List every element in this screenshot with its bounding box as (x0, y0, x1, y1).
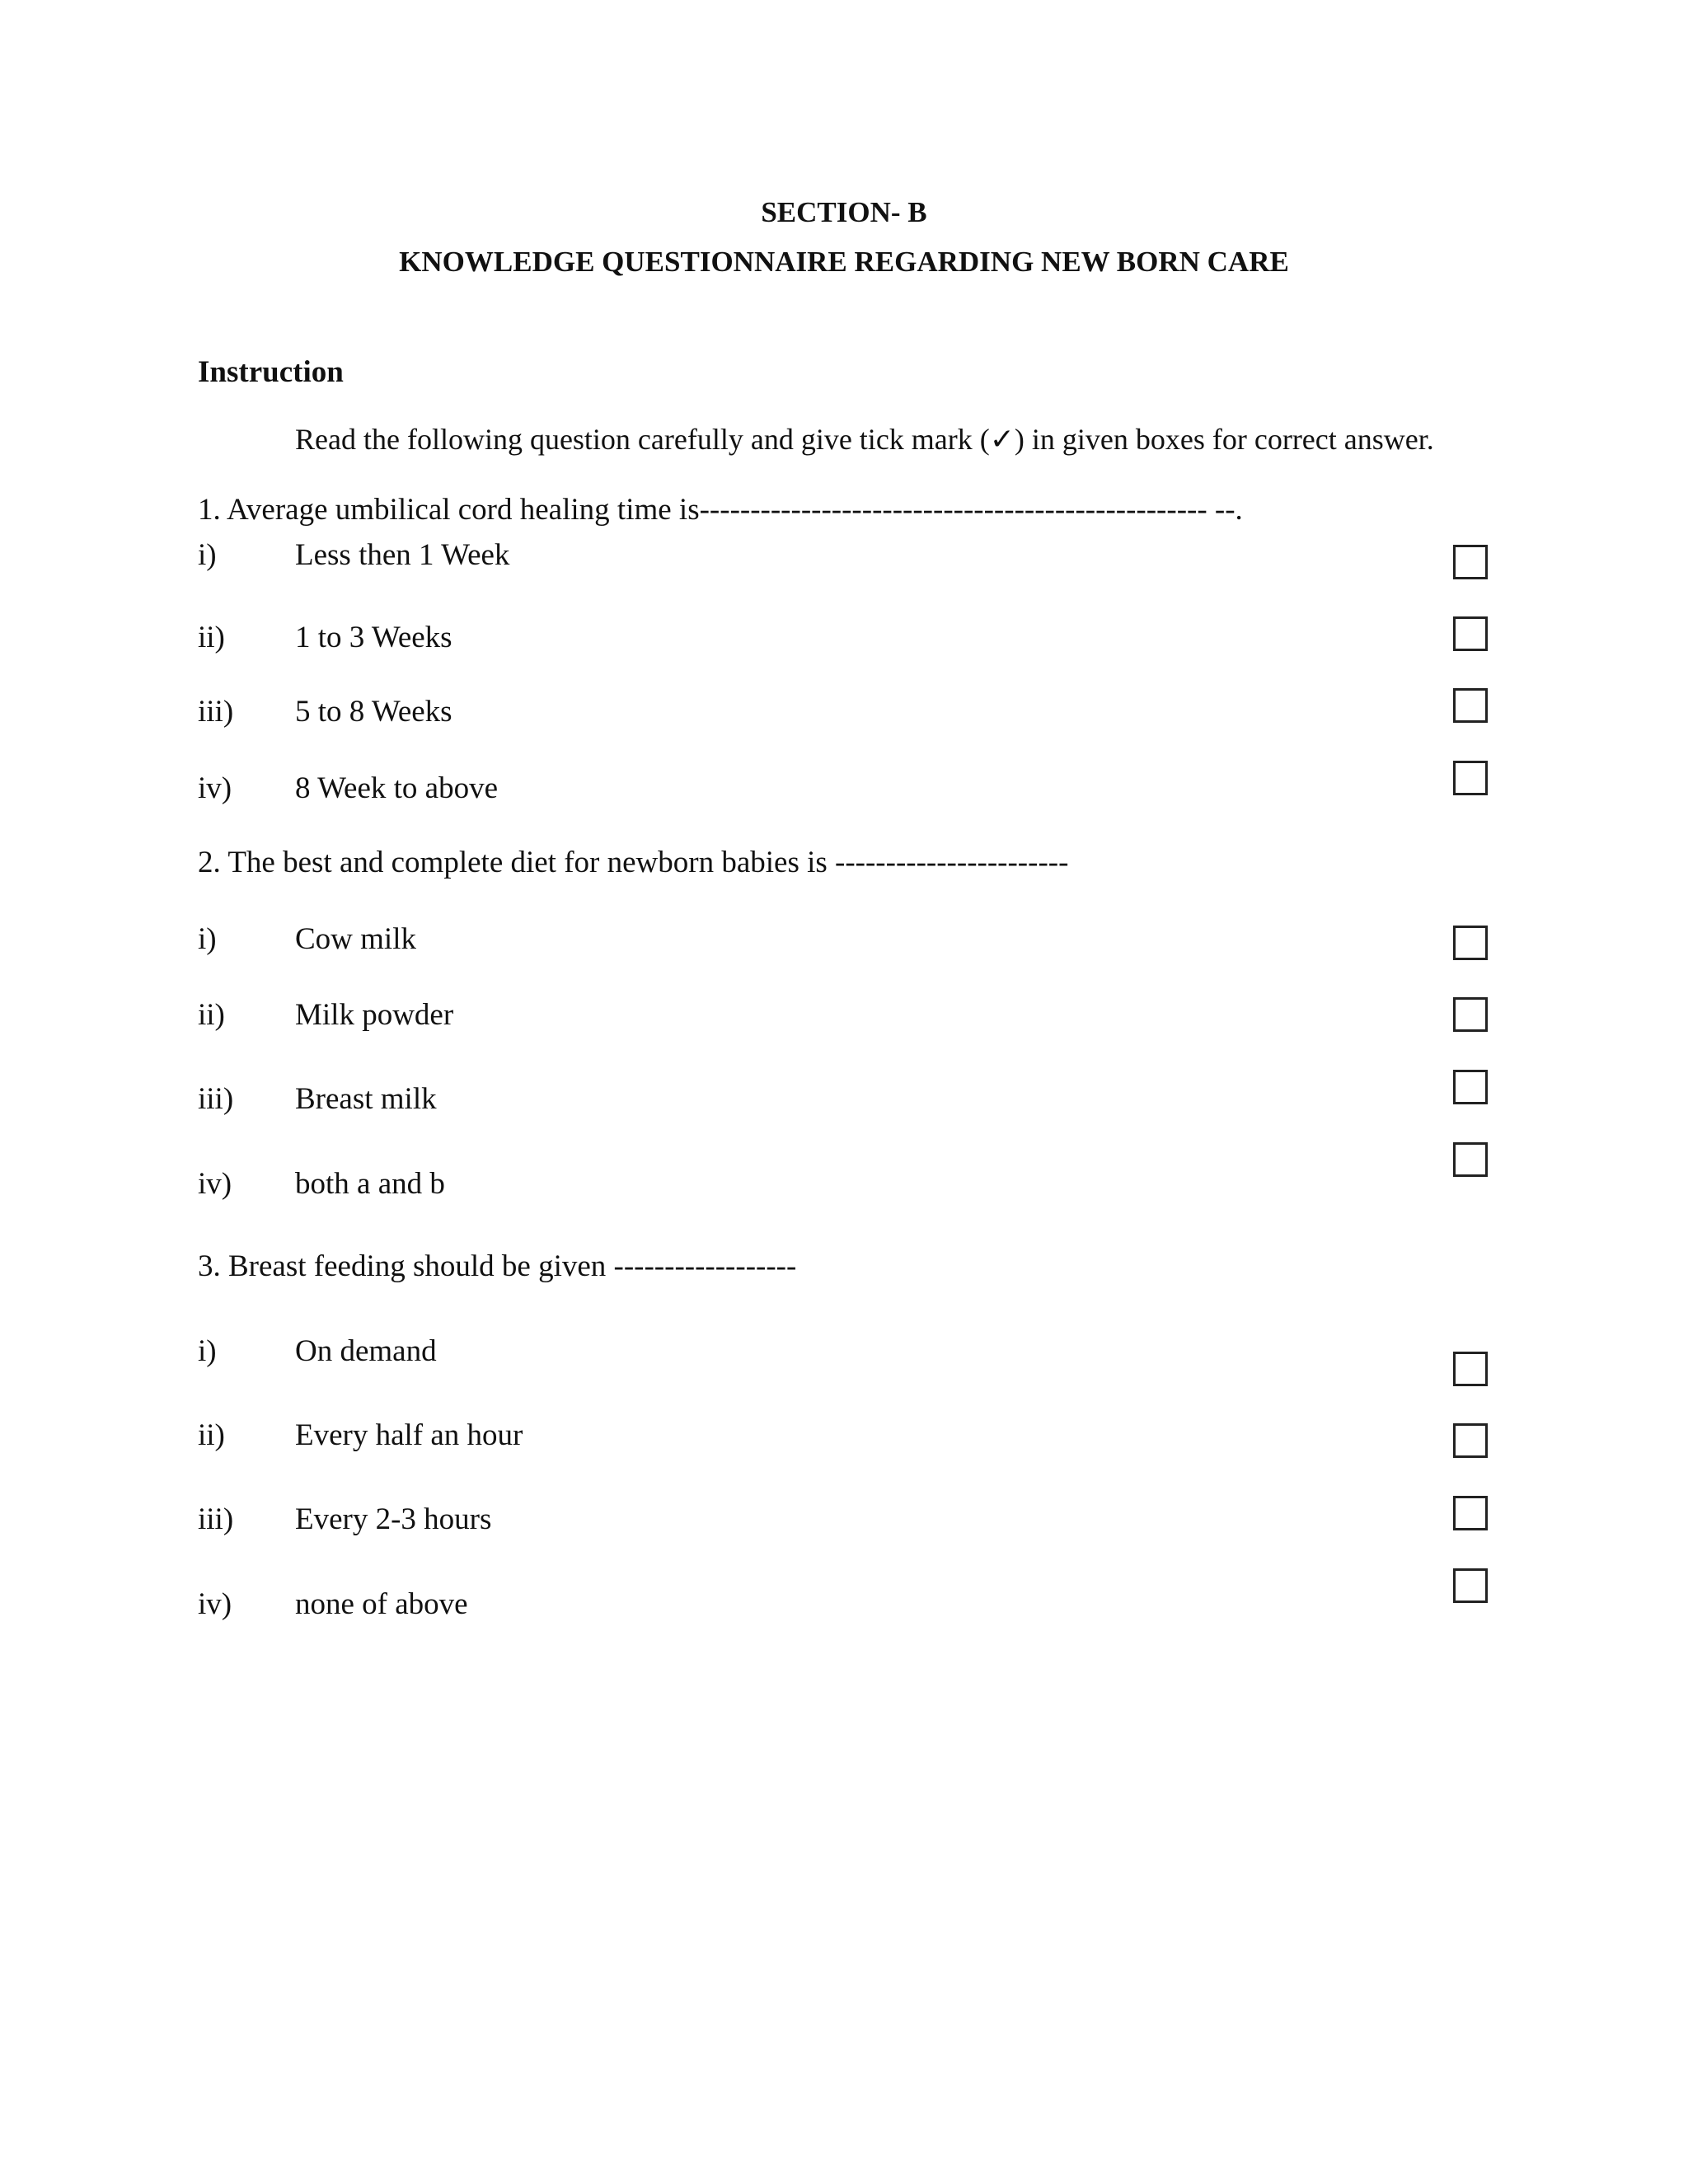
option-label: 8 Week to above (295, 771, 499, 805)
option-label: Every half an hour (295, 1418, 523, 1452)
option-numeral: iv) (198, 1587, 232, 1621)
option-numeral: iii) (198, 695, 234, 729)
option-label: 5 to 8 Weeks (295, 695, 452, 729)
section-heading: SECTION- B (761, 196, 927, 228)
option-numeral: ii) (198, 998, 225, 1032)
option-label: Breast milk (295, 1082, 437, 1116)
option-label: Less then 1 Week (295, 538, 510, 572)
option-label: Milk powder (295, 998, 454, 1032)
answer-checkbox[interactable] (1453, 1070, 1488, 1104)
answer-checkbox[interactable] (1453, 616, 1488, 651)
page-title: KNOWLEDGE QUESTIONNAIRE REGARDING NEW BORN CARE (399, 246, 1289, 278)
question-2-text: 2. The best and complete diet for newborn babies is ----------------------- (198, 846, 1069, 879)
answer-checkbox[interactable] (1453, 688, 1488, 723)
option-label: none of above (295, 1587, 468, 1621)
answer-checkbox[interactable] (1453, 1568, 1488, 1603)
answer-checkbox[interactable] (1453, 1496, 1488, 1530)
question-1-text: 1. Average umbilical cord healing time is-------------------------------------------------- --. (198, 493, 1243, 527)
option-numeral: iv) (198, 771, 232, 805)
option-label: both a and b (295, 1167, 445, 1201)
question-3-text: 3. Breast feeding should be given ------------------ (198, 1249, 797, 1283)
answer-checkbox[interactable] (1453, 545, 1488, 579)
option-numeral: iv) (198, 1167, 232, 1201)
option-label: 1 to 3 Weeks (295, 621, 452, 654)
instruction-heading: Instruction (198, 355, 344, 389)
option-label: Cow milk (295, 922, 416, 956)
option-label: Every 2-3 hours (295, 1502, 492, 1536)
instruction-text: Read the following question carefully and give tick mark (✓) in given boxes for correct answer. (295, 423, 1434, 456)
option-numeral: iii) (198, 1502, 234, 1536)
answer-checkbox[interactable] (1453, 926, 1488, 960)
option-numeral: ii) (198, 1418, 225, 1452)
answer-checkbox[interactable] (1453, 1142, 1488, 1177)
option-label: On demand (295, 1334, 437, 1368)
answer-checkbox[interactable] (1453, 1352, 1488, 1386)
answer-checkbox[interactable] (1453, 761, 1488, 795)
option-numeral: iii) (198, 1082, 234, 1116)
option-numeral: i) (198, 1334, 217, 1368)
option-numeral: i) (198, 538, 217, 572)
answer-checkbox[interactable] (1453, 997, 1488, 1032)
answer-checkbox[interactable] (1453, 1423, 1488, 1458)
option-numeral: ii) (198, 621, 225, 654)
option-numeral: i) (198, 922, 217, 956)
